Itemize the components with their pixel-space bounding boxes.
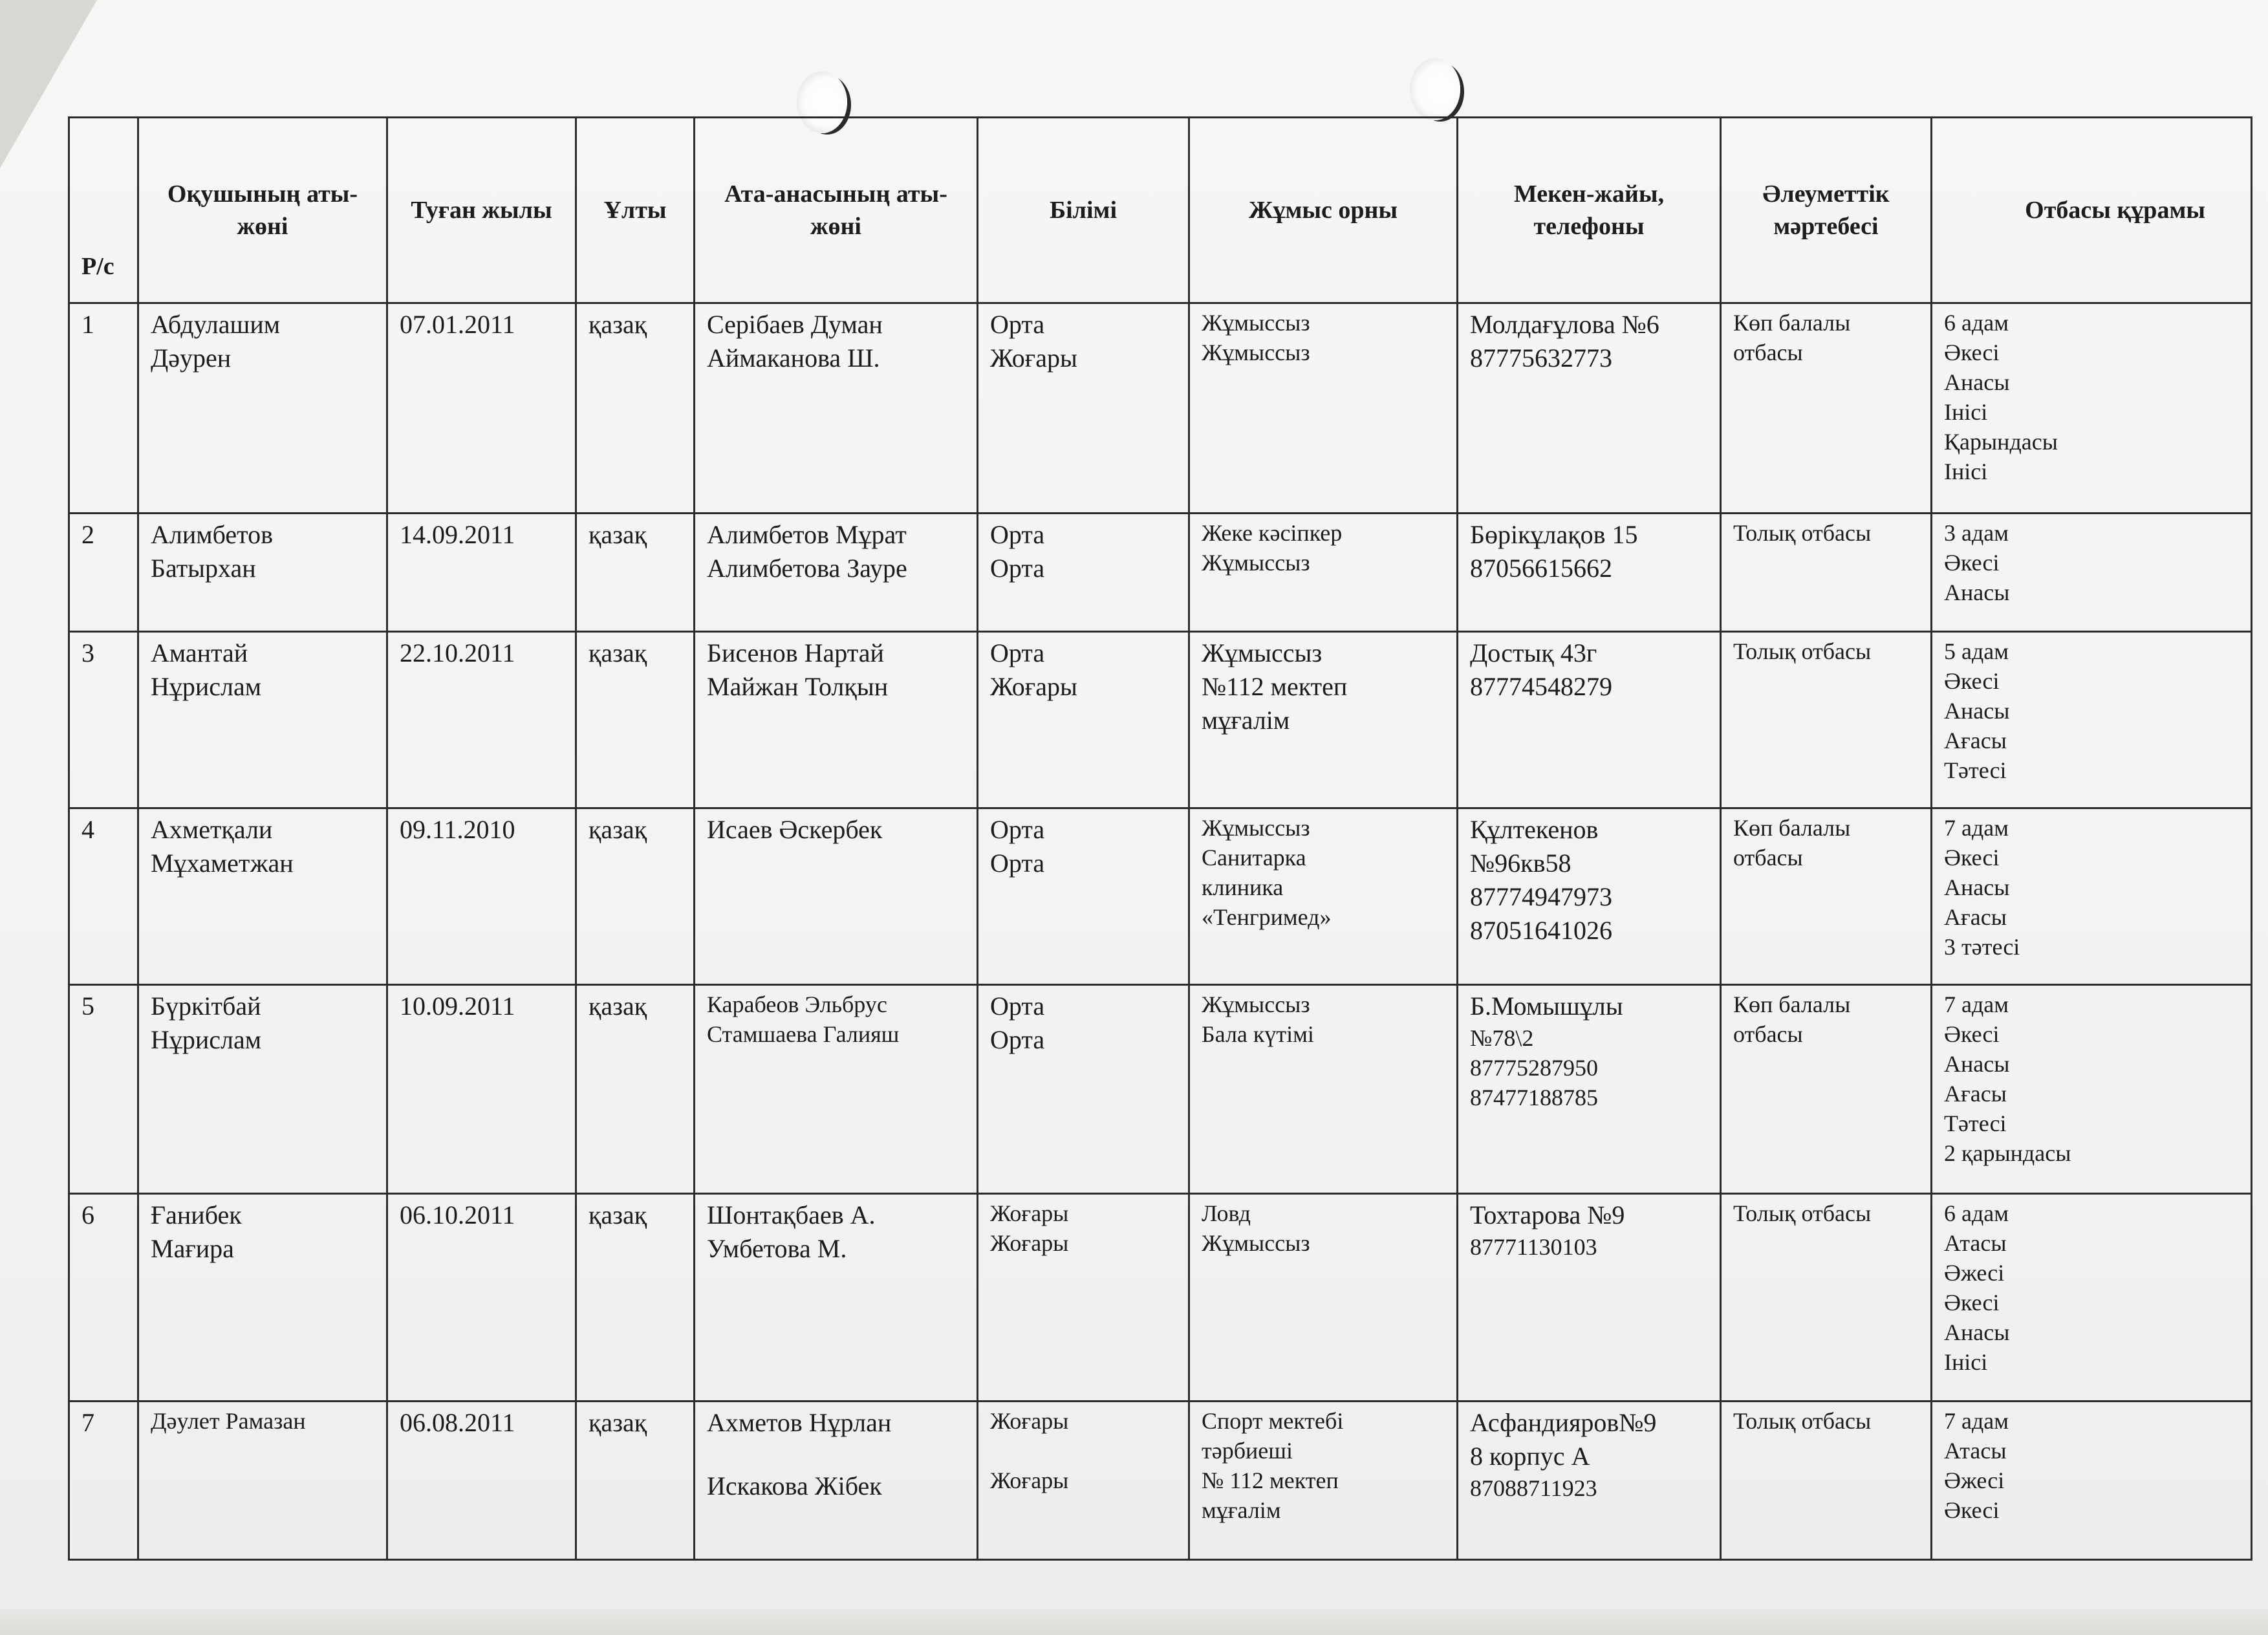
cell-work (1189, 985, 1458, 1194)
cell-parents (695, 303, 978, 514)
family-line: Әкесі (1944, 1497, 2000, 1523)
work-line: «Тенгримед» (1202, 904, 1332, 930)
cell-parents (695, 514, 978, 632)
cell-nationality: қазақ (576, 808, 695, 985)
address-line: Молдағұлова №6 (1470, 310, 1659, 339)
work-line: Жұмыссыз (1202, 340, 1310, 365)
student-name-line: Нұрислам (151, 672, 262, 701)
family-line: Анасы (1944, 1319, 2010, 1345)
cell-address (1458, 985, 1721, 1194)
cell-nationality: қазақ (576, 632, 695, 808)
parent-line: Искакова Жібек (707, 1471, 882, 1500)
status-line: Толық отбасы (1733, 1200, 1872, 1226)
family-line: Ағасы (1944, 728, 2007, 753)
cell-status (1721, 1402, 1932, 1560)
student-name-line: Дәулет Рамазан (151, 1408, 306, 1434)
family-line: Ағасы (1944, 1081, 2007, 1107)
cell-birth: 14.09.2011 (387, 514, 576, 632)
family-line: 2 қарындасы (1944, 1140, 2071, 1166)
cell-work (1189, 303, 1458, 514)
cell-student (138, 632, 387, 808)
header-nationality: Ұлты (576, 118, 695, 303)
table-row (69, 514, 2252, 632)
education-line: Орта (990, 310, 1045, 339)
status-line: Толық отбасы (1733, 1408, 1872, 1434)
address-line: Достық 43г (1470, 638, 1597, 667)
parent-line: Шонтақбаев А. (707, 1200, 876, 1229)
family-line: Әкесі (1944, 1021, 2000, 1047)
family-line: Атасы (1944, 1230, 2007, 1256)
parent-line: Алимбетова Зауре (707, 554, 907, 583)
address-line: Б.Момышұлы (1470, 991, 1623, 1021)
family-line: 6 адам (1944, 1200, 2009, 1226)
cell-nationality: қазақ (576, 1402, 695, 1560)
cell-work (1189, 808, 1458, 985)
address-line: 87775287950 (1470, 1055, 1598, 1081)
cell-work (1189, 632, 1458, 808)
address-line: №78\2 (1470, 1025, 1534, 1051)
cell-education (978, 1194, 1189, 1402)
parent-line: Ахметов Нұрлан (707, 1408, 892, 1437)
family-line: 3 тәтесі (1944, 934, 2020, 960)
family-line: Тәтесі (1944, 1110, 2007, 1136)
cell-student (138, 808, 387, 985)
cell-family (1932, 808, 2252, 985)
cell-status (1721, 514, 1932, 632)
table-row (69, 985, 2252, 1194)
header-work: Жұмыс орны (1189, 118, 1458, 303)
work-line: Санитарка (1202, 845, 1306, 871)
header-parents: Ата-анасының аты-жөні (695, 118, 978, 303)
cell-education (978, 985, 1189, 1194)
address-line: 87774548279 (1470, 672, 1612, 701)
family-line: Әкесі (1944, 550, 2000, 576)
cell-birth: 10.09.2011 (387, 985, 576, 1194)
cell-address (1458, 514, 1721, 632)
cell-birth: 09.11.2010 (387, 808, 576, 985)
cell-status (1721, 303, 1932, 514)
family-line: Інісі (1944, 459, 1988, 484)
table-row (69, 303, 2252, 514)
parent-line: Аймаканова Ш. (707, 343, 880, 373)
work-line: № 112 мектеп (1202, 1467, 1339, 1493)
education-line: Жоғары (990, 1467, 1069, 1493)
student-name-line: Алимбетов (151, 520, 273, 549)
header-family: Отбасы құрамы (1932, 118, 2252, 303)
family-line: Анасы (1944, 874, 2010, 900)
work-line: Жұмыссыз (1202, 991, 1310, 1017)
family-line: Інісі (1944, 1349, 1988, 1375)
status-line: отбасы (1733, 340, 1803, 365)
student-name-line: Мұхаметжан (151, 849, 294, 878)
line-gap (990, 1436, 1176, 1466)
family-line: Әжесі (1944, 1467, 2005, 1493)
education-line: Орта (990, 520, 1045, 549)
work-line: Жұмыссыз (1202, 550, 1310, 576)
education-line: Жоғары (990, 1230, 1069, 1256)
cell-work (1189, 1194, 1458, 1402)
education-line: Орта (990, 638, 1045, 667)
parent-line: Майжан Толқын (707, 672, 889, 701)
address-line: 87771130103 (1470, 1234, 1597, 1260)
table-row (69, 1194, 2252, 1402)
cell-address (1458, 1194, 1721, 1402)
student-name-line: Батырхан (151, 554, 256, 583)
work-line: Спорт мектебі (1202, 1408, 1344, 1434)
address-line: 87774947973 (1470, 882, 1612, 911)
student-name-line: Абдулашим (151, 310, 281, 339)
cell-birth: 22.10.2011 (387, 632, 576, 808)
work-line: Жұмыссыз (1202, 1230, 1310, 1256)
cell-status (1721, 1194, 1932, 1402)
status-line: Толық отбасы (1733, 638, 1872, 664)
scan-bottom-edge (0, 1609, 2268, 1635)
table-row (69, 632, 2252, 808)
parent-line: Алимбетов Мұрат (707, 520, 907, 549)
cell-num: 4 (69, 808, 138, 985)
header-address: Мекен-жайы, телефоны (1458, 118, 1721, 303)
cell-work (1189, 1402, 1458, 1560)
cell-student (138, 514, 387, 632)
student-name-line: Бүркітбай (151, 991, 261, 1021)
cell-nationality: қазақ (576, 985, 695, 1194)
status-line: Толық отбасы (1733, 520, 1872, 546)
cell-parents (695, 808, 978, 985)
cell-address (1458, 303, 1721, 514)
work-line: Жұмыссыз (1202, 638, 1323, 667)
address-line: Құлтекенов (1470, 815, 1599, 844)
cell-family (1932, 1194, 2252, 1402)
cell-num: 6 (69, 1194, 138, 1402)
work-line: тәрбиеші (1202, 1438, 1293, 1464)
parent-line: Серібаев Думан (707, 310, 883, 339)
education-line: Орта (990, 991, 1045, 1021)
family-line: Анасы (1944, 1051, 2010, 1077)
work-line: мұғалім (1202, 1497, 1281, 1523)
student-name-line: Нұрислам (151, 1025, 262, 1054)
cell-family (1932, 985, 2252, 1194)
student-name-line: Амантай (151, 638, 248, 667)
cell-status (1721, 808, 1932, 985)
cell-work (1189, 514, 1458, 632)
table-row (69, 808, 2252, 985)
cell-education (978, 303, 1189, 514)
student-family-table (68, 116, 2252, 1561)
family-line: 3 адам (1944, 520, 2009, 546)
cell-student (138, 985, 387, 1194)
education-line: Жоғары (990, 672, 1077, 701)
family-line: Ағасы (1944, 904, 2007, 930)
cell-nationality: қазақ (576, 303, 695, 514)
work-line: Жеке кәсіпкер (1202, 520, 1343, 546)
family-line: Әкесі (1944, 340, 2000, 365)
cell-birth: 06.08.2011 (387, 1402, 576, 1560)
family-line: Әкесі (1944, 1290, 2000, 1316)
education-line: Жоғары (990, 1408, 1069, 1434)
cell-student (138, 1402, 387, 1560)
cell-education (978, 632, 1189, 808)
work-line: Жұмыссыз (1202, 310, 1310, 336)
address-line: 87088711923 (1470, 1475, 1597, 1501)
cell-family (1932, 514, 2252, 632)
line-gap (707, 1440, 965, 1469)
education-line: Орта (990, 849, 1045, 878)
cell-student (138, 303, 387, 514)
header-education: Білімі (978, 118, 1189, 303)
cell-address (1458, 632, 1721, 808)
education-line: Орта (990, 1025, 1045, 1054)
family-line: 7 адам (1944, 991, 2009, 1017)
address-line: 87477188785 (1470, 1085, 1598, 1110)
address-line: №96кв58 (1470, 849, 1571, 878)
parent-line: Карабеов Эльбрус (707, 991, 887, 1017)
family-line: Анасы (1944, 698, 2010, 724)
header-num: Р/с (69, 118, 138, 303)
cell-num: 3 (69, 632, 138, 808)
parent-line: Бисенов Нартай (707, 638, 884, 667)
address-line: 8 корпус А (1470, 1442, 1590, 1471)
address-line: Тохтарова №9 (1470, 1200, 1625, 1229)
parent-line: Стамшаева Галияш (707, 1021, 900, 1047)
parent-line: Умбетова М. (707, 1234, 847, 1263)
header-student: Оқушының аты-жөні (138, 118, 387, 303)
family-line: Анасы (1944, 579, 2010, 605)
cell-num: 2 (69, 514, 138, 632)
address-line: Бөрікұлақов 15 (1470, 520, 1638, 549)
cell-birth: 06.10.2011 (387, 1194, 576, 1402)
address-line: 87051641026 (1470, 916, 1612, 945)
work-line: Ловд (1202, 1200, 1251, 1226)
cell-nationality: қазақ (576, 514, 695, 632)
header-status: Әлеуметтік мәртебесі (1721, 118, 1932, 303)
family-line: 7 адам (1944, 815, 2009, 841)
cell-family (1932, 303, 2252, 514)
family-line: 7 адам (1944, 1408, 2009, 1434)
cell-family (1932, 1402, 2252, 1560)
status-line: Көп балалы (1733, 310, 1851, 336)
education-line: Орта (990, 554, 1045, 583)
family-line: Қарындасы (1944, 429, 2058, 455)
cell-parents (695, 985, 978, 1194)
education-line: Жоғары (990, 343, 1077, 373)
cell-family (1932, 632, 2252, 808)
cell-education (978, 514, 1189, 632)
work-line: №112 мектеп (1202, 672, 1348, 701)
address-line: Асфандияров№9 (1470, 1408, 1657, 1437)
education-line: Орта (990, 815, 1045, 844)
cell-num: 1 (69, 303, 138, 514)
work-line: клиника (1202, 874, 1284, 900)
address-line: 87775632773 (1470, 343, 1612, 373)
family-line: Атасы (1944, 1438, 2007, 1464)
table-row (69, 1402, 2252, 1560)
cell-parents (695, 1194, 978, 1402)
family-line: Әжесі (1944, 1260, 2005, 1286)
address-line: 87056615662 (1470, 554, 1612, 583)
work-line: Жұмыссыз (1202, 815, 1310, 841)
family-line: Әкесі (1944, 845, 2000, 871)
work-line: Бала күтімі (1202, 1021, 1314, 1047)
status-line: Көп балалы (1733, 991, 1851, 1017)
header-birth: Туған жылы (387, 118, 576, 303)
family-line: Інісі (1944, 399, 1988, 425)
parent-line: Исаев Әскербек (707, 815, 883, 844)
cell-address (1458, 1402, 1721, 1560)
cell-birth: 07.01.2011 (387, 303, 576, 514)
header-row (69, 118, 2252, 303)
cell-parents (695, 1402, 978, 1560)
work-line: мұғалім (1202, 706, 1290, 735)
cell-student (138, 1194, 387, 1402)
cell-education (978, 1402, 1189, 1560)
student-name-line: Ахметқали (151, 815, 273, 844)
family-line: Анасы (1944, 369, 2010, 395)
student-name-line: Мағира (151, 1234, 234, 1263)
family-line: Әкесі (1944, 668, 2000, 694)
cell-education (978, 808, 1189, 985)
punch-hole-right (1410, 58, 1460, 120)
cell-status (1721, 985, 1932, 1194)
status-line: отбасы (1733, 1021, 1803, 1047)
cell-num: 7 (69, 1402, 138, 1560)
family-line: 5 адам (1944, 638, 2009, 664)
cell-status (1721, 632, 1932, 808)
cell-num: 5 (69, 985, 138, 1194)
family-line: Тәтесі (1944, 757, 2007, 783)
cell-nationality: қазақ (576, 1194, 695, 1402)
status-line: отбасы (1733, 845, 1803, 871)
cell-address (1458, 808, 1721, 985)
education-line: Жоғары (990, 1200, 1069, 1226)
status-line: Көп балалы (1733, 815, 1851, 841)
student-name-line: Дәурен (151, 343, 232, 373)
student-name-line: Ғанибек (151, 1200, 242, 1229)
cell-parents (695, 632, 978, 808)
family-line: 6 адам (1944, 310, 2009, 336)
